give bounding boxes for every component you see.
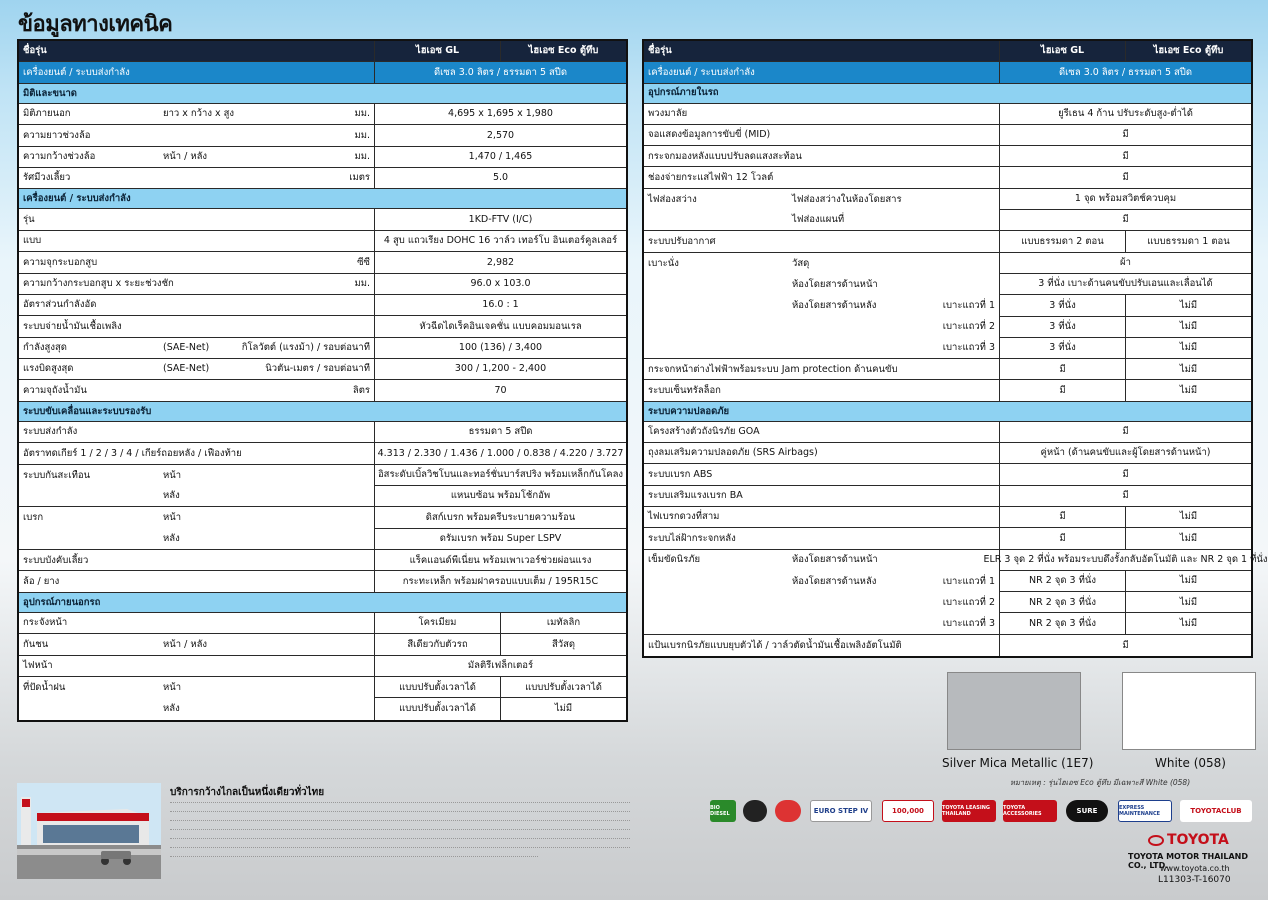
left-row-label: ระบบบังคับเลี้ยว <box>19 550 375 571</box>
left-row-value: 96.0 x 103.0 <box>375 274 626 295</box>
right-row-value-eco: ไม่มี <box>1126 571 1251 592</box>
right-row-label: เบาะแถวที่ 3 <box>644 338 1000 359</box>
right-row-label: ระบบเซ็นทรัลล็อก <box>644 380 1000 401</box>
left-row-label: กระจังหน้า <box>19 613 375 634</box>
left-row-label: หลัง <box>19 529 375 550</box>
right-row-value: มี <box>1000 146 1251 167</box>
right-spec-grid <box>644 41 1268 656</box>
document-code: L11303-T-16070 <box>1158 875 1231 885</box>
website: www.toyota.co.th <box>1160 864 1230 873</box>
right-row-value: มี <box>1122 639 1129 651</box>
dealer-building-image <box>17 783 161 879</box>
color-note: หมายเหตุ : รุ่นไฮเอซ Eco ตู้ทึบ มีเฉพาะสี White (058) <box>1010 778 1191 787</box>
left-row-label: ระบบจ่ายน้ำมันเชื้อเพลิง <box>19 316 375 337</box>
left-section-title: ระบบขับเคลื่อนและระบบรองรับ <box>19 402 626 422</box>
left-row-label: ความกว้างช่วงล้อ หน้า / หลัง มม. <box>19 147 375 168</box>
white-color-label: White (058) <box>1155 756 1226 770</box>
left-row-value: 300 / 1,200 - 2,400 <box>375 359 626 380</box>
right-row-label: พวงมาลัย <box>644 104 1000 125</box>
left-row-value: ดิสก์เบรก พร้อมครีบระบายความร้อน <box>375 507 626 528</box>
left-subheader-value: ดีเซล 3.0 ลิตร / ธรรมดา 5 สปีด <box>375 62 626 83</box>
left-section-title: เครื่องยนต์ / ระบบส่งกำลัง <box>19 189 626 209</box>
left-row-value-eco: ไม่มี <box>554 703 573 715</box>
silver-color-swatch <box>947 672 1081 750</box>
100000-logo: 100,000 <box>882 800 934 822</box>
right-spec-table <box>642 39 1268 658</box>
right-subheader-label: เครื่องยนต์ / ระบบส่งกำลัง <box>644 62 1000 83</box>
right-row-label: ระบบปรับอากาศ <box>644 231 1000 252</box>
left-row-value: 4,695 x 1,695 x 1,980 <box>375 104 626 125</box>
left-row-value: 1,470 / 1,465 <box>375 147 626 168</box>
white-color-swatch <box>1122 672 1256 750</box>
right-section-title: ระบบความปลอดภัย <box>644 402 1251 422</box>
left-row-label: มิติภายนอก ยาว x กว้าง x สูง มม. <box>19 104 375 125</box>
right-row-label: เบาะแถวที่ 2 <box>644 317 1000 338</box>
left-spec-table <box>17 39 628 722</box>
right-row-value-eco: ไม่มี <box>1126 380 1251 401</box>
service-fineprint <box>170 798 630 861</box>
right-row-label: กระจกมองหลังแบบปรับลดแสงสะท้อน <box>644 146 1000 167</box>
left-row-value-eco: เมทัลลิก <box>501 613 626 634</box>
right-row-value-gl: แบบธรรมดา 2 ตอน <box>1000 231 1126 252</box>
right-row-value: ยูรีเธน 4 ก้าน ปรับระดับสูง-ต่ำได้ <box>1000 104 1251 125</box>
right-row-label: ไฟส่องสว่าง ไฟส่องสว่างในห้องโดยสาร <box>644 189 1000 210</box>
left-row-value: 4.313 / 2.330 / 1.436 / 1.000 / 0.838 / 4.220 / 3.727 <box>375 443 626 464</box>
left-row-label: ความยาวช่วงล้อ มม. <box>19 125 375 146</box>
left-row-label: กันชน หน้า / หลัง <box>19 634 375 655</box>
left-row-value: 4 สูบ แถวเรียง DOHC 16 วาล์ว เทอร์โบ อินเตอร์คูลเลอร์ <box>375 231 626 252</box>
left-row-value: หัวฉีดไดเร็คอินเจคชั่น แบบคอมมอนเรล <box>375 316 626 337</box>
left-row-label: รุ่น <box>19 209 375 230</box>
bio-diesel-logo: BIO DIESEL <box>710 800 736 822</box>
emblem-logo <box>775 800 801 822</box>
right-row-value-gl: NR 2 จุด 3 ที่นั่ง <box>1000 592 1126 613</box>
right-row-value: มี <box>1000 167 1251 188</box>
left-row-label: เบรก หน้า <box>19 507 375 528</box>
left-row-value-gl: สีเดียวกับตัวรถ <box>375 634 501 655</box>
right-row-value: ผ้า <box>1000 253 1251 274</box>
right-row-value-eco: ไม่มี <box>1126 359 1251 380</box>
left-row-value: แร็คแอนด์พีเนี่ยน พร้อมเพาเวอร์ช่วยผ่อนแรง <box>375 550 626 571</box>
toyota-leasing-logo: TOYOTA LEASING THAILAND <box>942 800 996 822</box>
right-row-value-gl: 3 ที่นั่ง <box>1000 317 1126 338</box>
right-row-label: ระบบเบรก ABS <box>644 464 1000 485</box>
right-header-gl: ไฮเอซ GL <box>1000 41 1126 62</box>
left-row-value-gl: แบบปรับตั้งเวลาได้ <box>375 677 501 698</box>
badge-logo <box>743 800 767 822</box>
left-row-value: 16.0 : 1 <box>375 295 626 316</box>
left-row-value: 5.0 <box>375 168 626 189</box>
sure-logo: SURE <box>1066 800 1108 822</box>
right-row-label: เข็มขัดนิรภัย ห้องโดยสารด้านหน้า <box>644 550 1000 571</box>
right-row-value: มี <box>1000 464 1251 485</box>
toyota-accessories-logo: TOYOTA ACCESSORIES <box>1003 800 1057 822</box>
right-row-value: 1 จุด พร้อมสวิตช์ควบคุม <box>1000 189 1251 210</box>
service-title: บริการกว้างไกลเป็นหนึ่งเดียวทั่วไทย <box>170 787 325 798</box>
left-header-label: ชื่อรุ่น <box>19 41 375 62</box>
left-row-value-eco: แบบปรับตั้งเวลาได้ <box>501 677 626 698</box>
left-row-value: แหนบซ้อน พร้อมโช้กอัพ <box>375 486 626 507</box>
right-subheader-value: ดีเซล 3.0 ลิตร / ธรรมดา 5 สปีด <box>1000 62 1251 83</box>
right-row-label: กระจกหน้าต่างไฟฟ้าพร้อมระบบ Jam protection ด้านคนขับ <box>644 359 1000 380</box>
right-row-value-gl: มี <box>1000 380 1126 401</box>
right-row-value-eco: ไม่มี <box>1126 295 1251 316</box>
left-row-label: อัตราส่วนกำลังอัด <box>19 295 375 316</box>
right-row-value-eco: ไม่มี <box>1126 317 1251 338</box>
right-row-value-gl: 3 ที่นั่ง <box>1000 295 1126 316</box>
right-row-value: มี <box>1000 125 1251 146</box>
left-row-label: ความจุถังน้ำมัน ลิตร <box>19 380 375 401</box>
left-row-label: หลัง <box>19 486 375 507</box>
express-maintenance-logo: EXPRESS MAINTENANCE <box>1118 800 1172 822</box>
right-row-label: ช่องจ่ายกระแสไฟฟ้า 12 โวลต์ <box>644 167 1000 188</box>
left-row-label: กำลังสูงสุด (SAE-Net) กิโลวัตต์ (แรงม้า) / รอบต่อนาที <box>19 338 375 359</box>
right-row-label: เบาะนั่ง วัสดุ <box>644 253 1000 274</box>
right-row-label: เบาะแถวที่ 2 <box>644 592 1000 613</box>
left-row-label: ความจุกระบอกสูบ ซีซี <box>19 252 375 273</box>
right-row-value-eco: ไม่มี <box>1126 528 1251 549</box>
left-row-value-eco: สีวัสดุ <box>501 634 626 655</box>
silver-color-label: Silver Mica Metallic (1E7) <box>942 756 1094 770</box>
left-row-value: มัลติรีเฟล็กเตอร์ <box>375 656 626 677</box>
right-header-label: ชื่อรุ่น <box>644 41 1000 62</box>
left-row-value: 2,982 <box>375 252 626 273</box>
left-header-gl: ไฮเอซ GL <box>375 41 501 62</box>
right-row-label: ระบบเสริมแรงเบรก BA <box>644 486 1000 507</box>
right-row-value-gl: มี <box>1000 528 1126 549</box>
right-row-value-gl: NR 2 จุด 3 ที่นั่ง <box>1000 613 1126 634</box>
right-row-label: ห้องโดยสารด้านหน้า <box>644 274 1000 295</box>
left-section-title: มิติและขนาด <box>19 84 626 104</box>
company-name: TOYOTA MOTOR THAILAND CO., LTD. <box>1128 852 1249 870</box>
euro-step-logo: EURO STEP IV <box>810 800 872 822</box>
right-row-value-gl: มี <box>1000 359 1126 380</box>
right-row-value-eco: ไม่มี <box>1126 613 1251 634</box>
toyota-brand-text: TOYOTA <box>1167 832 1229 848</box>
right-row-value-eco: ไม่มี <box>1126 592 1251 613</box>
right-row-value: มี <box>1000 210 1251 231</box>
left-row-value: 1KD-FTV (I/C) <box>375 209 626 230</box>
left-row-label: หลัง <box>19 698 375 719</box>
left-row-label: ที่ปัดน้ำฝน หน้า <box>19 677 375 698</box>
left-row-label: อัตราทดเกียร์ 1 / 2 / 3 / 4 / เกียร์ถอยหลัง / เฟืองท้าย <box>19 443 375 464</box>
right-row-value-eco: ไม่มี <box>1126 507 1251 528</box>
toyota-brand <box>1148 832 1229 848</box>
right-row-value-eco: แบบธรรมดา 1 ตอน <box>1126 231 1251 252</box>
right-row-value-gl: มี <box>1000 507 1126 528</box>
right-row-label: ไฟเบรกดวงที่สาม <box>644 507 1000 528</box>
right-row-label: ระบบไล่ฝ้ากระจกหลัง <box>644 528 1000 549</box>
left-row-label: ไฟหน้า <box>19 656 375 677</box>
left-row-label: แบบ <box>19 231 375 252</box>
right-row-value-gl: NR 2 จุด 3 ที่นั่ง <box>1000 571 1126 592</box>
left-row-value-gl: แบบปรับตั้งเวลาได้ <box>375 698 501 719</box>
right-row-label: ไฟส่องแผนที่ <box>644 210 1000 231</box>
left-section-title: อุปกรณ์ภายนอกรถ <box>19 593 626 613</box>
right-row-value: ELR 3 จุด 2 ที่นั่ง พร้อมระบบดึงรั้งกลับอัตโนมัติ และ NR 2 จุด 1 ที่นั่ง <box>1000 550 1251 571</box>
left-row-value-gl: โครเมียม <box>375 613 501 634</box>
toyota-club-logo: TOYOTACLUB <box>1180 800 1252 822</box>
right-row-value: คู่หน้า (ด้านคนขับและผู้โดยสารด้านหน้า) <box>1000 443 1251 464</box>
left-row-label: ระบบกันสะเทือน หน้า <box>19 465 375 486</box>
toyota-emblem-icon <box>1148 835 1164 846</box>
page-title: ข้อมูลทางเทคนิค <box>18 12 173 37</box>
right-row-value: มี <box>1000 486 1251 507</box>
right-row-label: ถุงลมเสริมความปลอดภัย (SRS Airbags) <box>644 443 1000 464</box>
right-row-value: มี <box>1000 422 1251 443</box>
right-section-title: อุปกรณ์ภายในรถ <box>644 84 1251 104</box>
right-row-label: เบาะแถวที่ 3 <box>644 613 1000 634</box>
right-row-value: 3 ที่นั่ง เบาะด้านคนขับปรับเอนและเลื่อนได้ <box>1000 274 1251 295</box>
left-row-label: รัศมีวงเลี้ยว เมตร <box>19 168 375 189</box>
left-row-label: ระบบส่งกำลัง <box>19 422 375 443</box>
left-row-value: กระทะเหล็ก พร้อมฝาครอบแบบเต็ม / 195R15C <box>375 571 626 592</box>
right-row-value-eco: ไม่มี <box>1126 338 1251 359</box>
right-row-value-gl: 3 ที่นั่ง <box>1000 338 1126 359</box>
left-row-label: ล้อ / ยาง <box>19 571 375 592</box>
left-row-value: ดรัมเบรก พร้อม Super LSPV <box>375 529 626 550</box>
left-spec-grid <box>19 41 626 720</box>
right-row-label: แป้นเบรกนิรภัยแบบยุบตัวได้ / วาล์วตัดน้ำมันเชื้อเพลิงอัตโนมัติ <box>644 635 1000 656</box>
left-row-value: ธรรมดา 5 สปีด <box>375 422 626 443</box>
right-row-label: จอแสดงข้อมูลการขับขี่ (MID) <box>644 125 1000 146</box>
right-row-label: ห้องโดยสารด้านหลัง เบาะแถวที่ 1 <box>644 571 1000 592</box>
left-row-label: แรงบิดสูงสุด (SAE-Net) นิวตัน-เมตร / รอบต่อนาที <box>19 359 375 380</box>
right-row-label: ห้องโดยสารด้านหลัง เบาะแถวที่ 1 <box>644 295 1000 316</box>
right-header-eco: ไฮเอซ Eco ตู้ทึบ <box>1126 41 1251 62</box>
left-row-value: อิสระดับเบิ้ลวิชโบนและทอร์ชั่นบาร์สปริง พร้อมเหล็กกันโคลง <box>375 465 626 486</box>
left-subheader-label: เครื่องยนต์ / ระบบส่งกำลัง <box>19 62 375 83</box>
left-row-value: 70 <box>375 380 626 401</box>
left-row-value: 100 (136) / 3,400 <box>375 338 626 359</box>
left-row-value: 2,570 <box>375 125 626 146</box>
left-header-eco: ไฮเอซ Eco ตู้ทึบ <box>501 41 626 62</box>
left-row-label: ความกว้างกระบอกสูบ x ระยะช่วงชัก มม. <box>19 274 375 295</box>
right-row-label: โครงสร้างตัวถังนิรภัย GOA <box>644 422 1000 443</box>
